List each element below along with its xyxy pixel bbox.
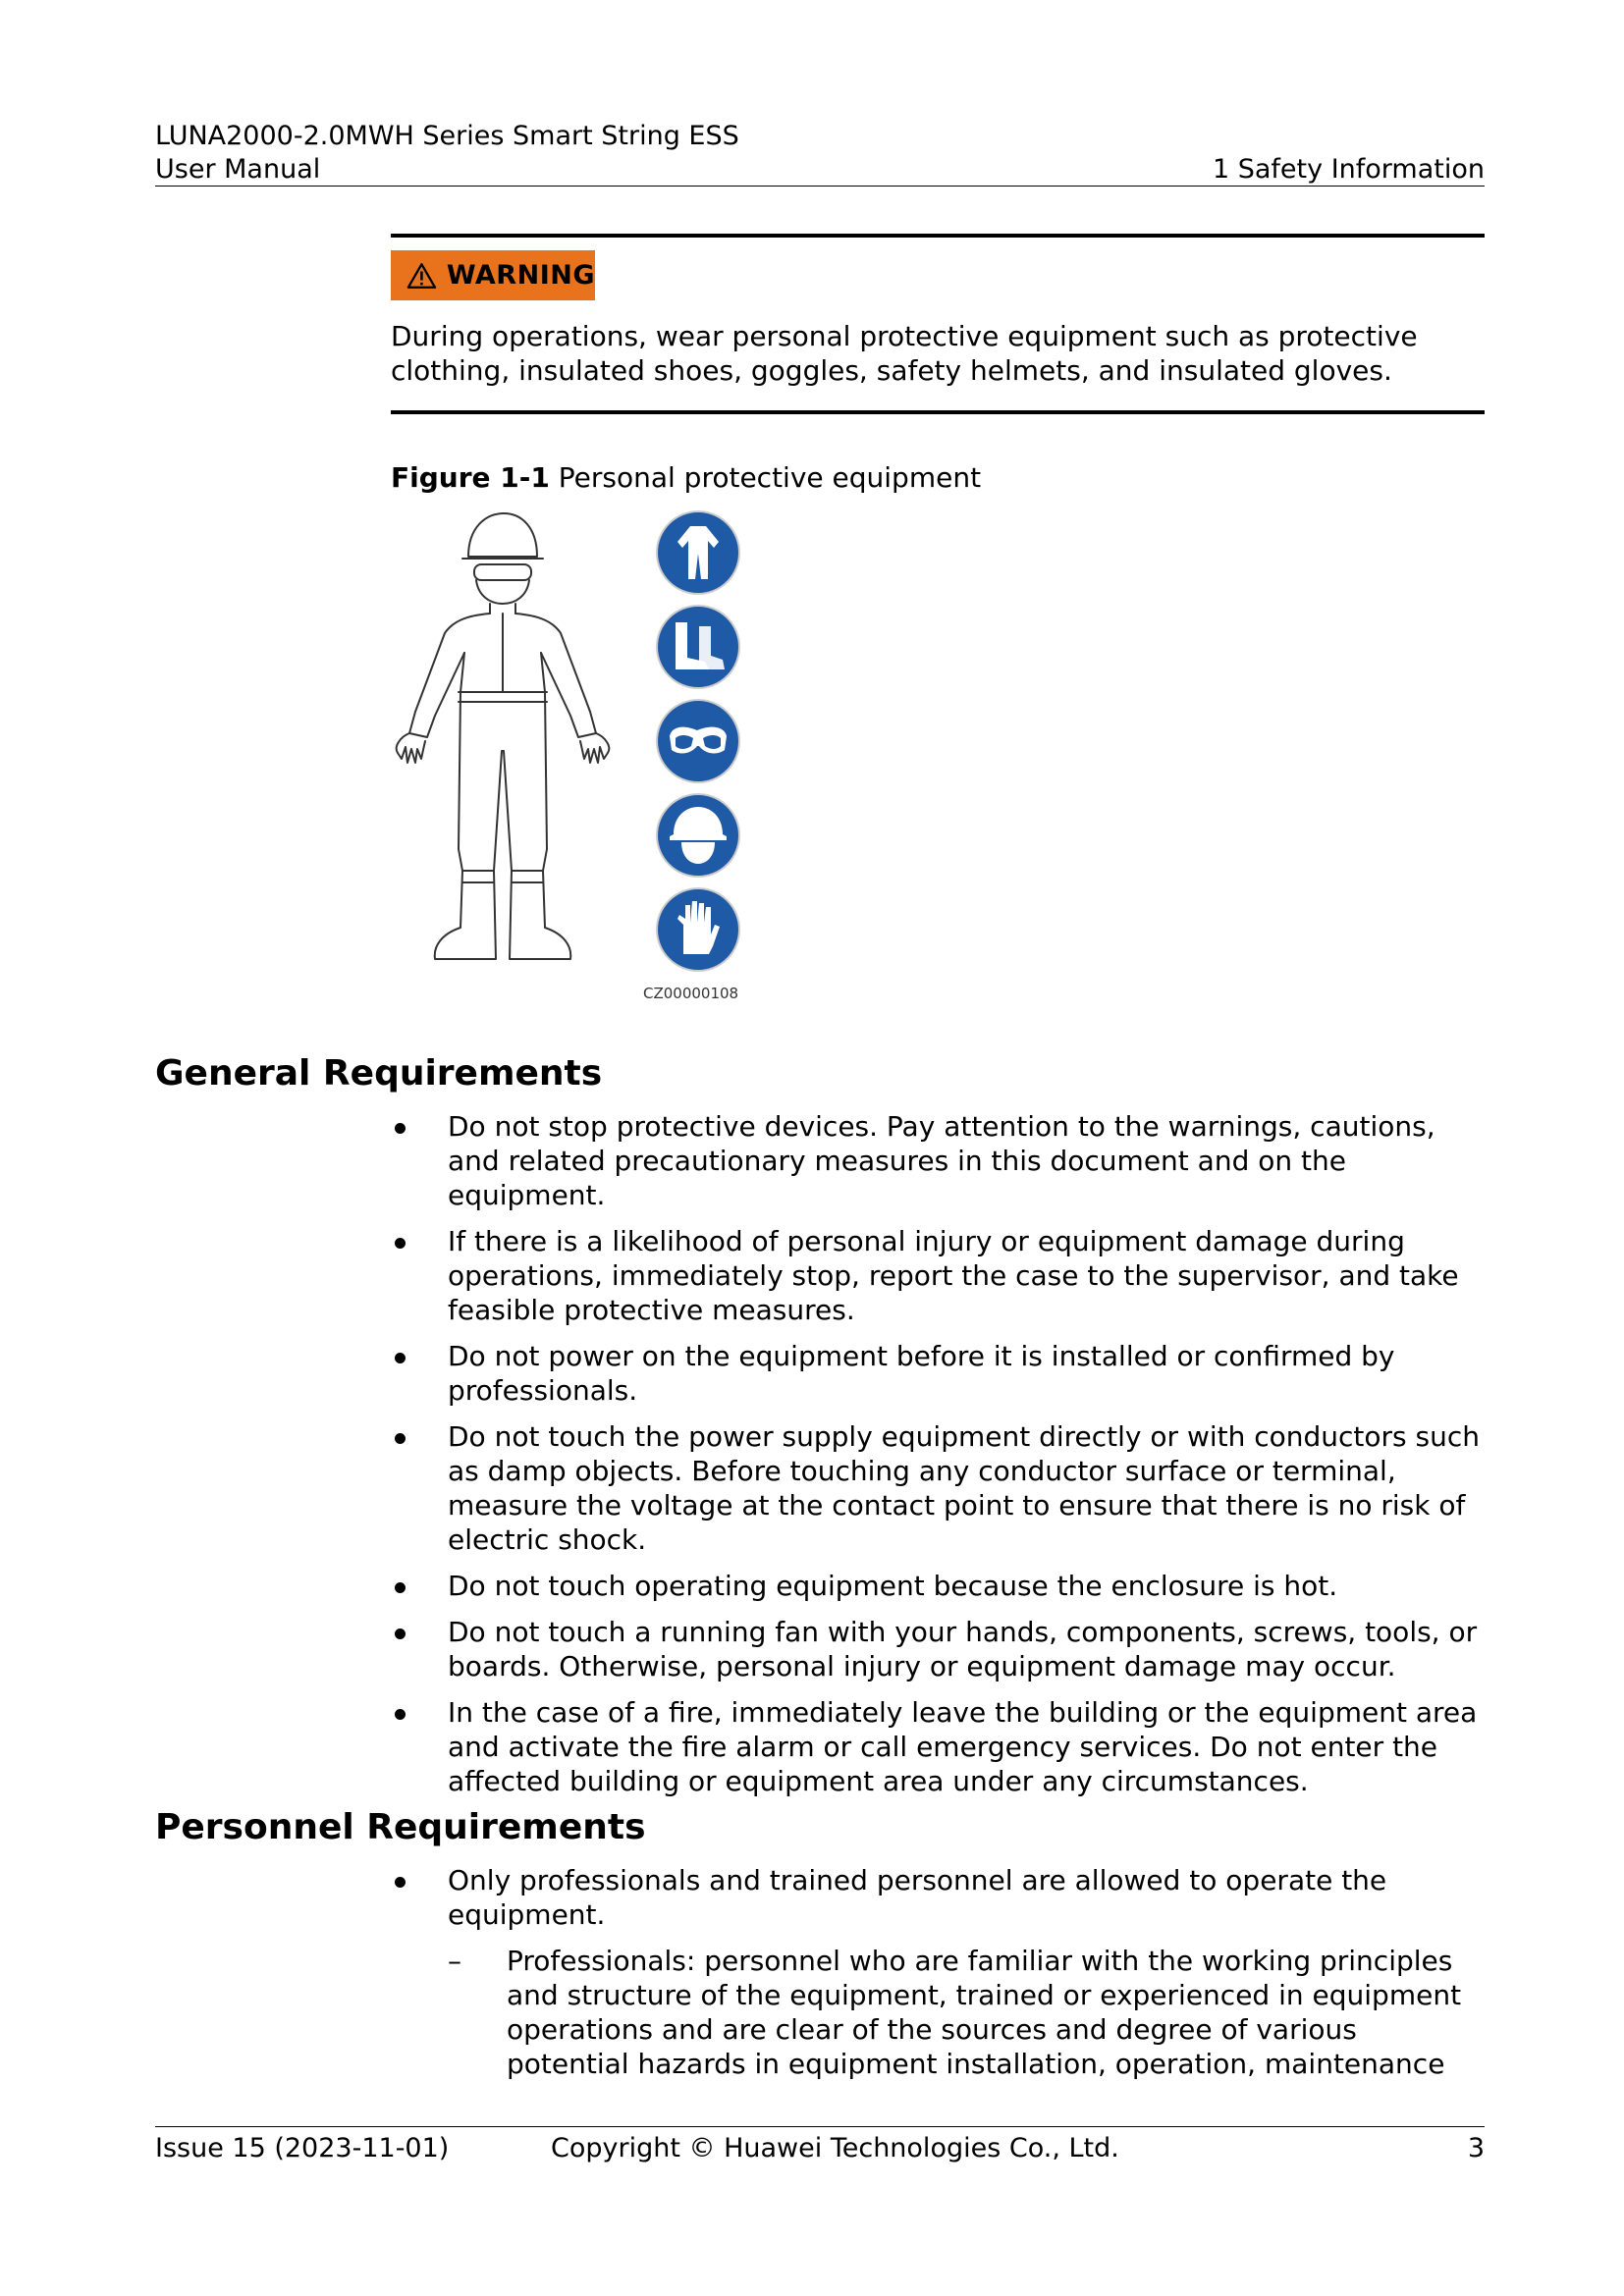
warning-text: During operations, wear personal protective equipment such as protective clothing, insulated shoes, goggles, safety helmets, and insulated gloves. bbox=[391, 320, 1418, 387]
personnel-requirements-list bbox=[391, 1863, 1483, 2093]
footer-issue: Issue 15 (2023-11-01) bbox=[155, 2133, 450, 2163]
header-doc-type: User Manual bbox=[155, 154, 321, 185]
figure-code: CZ00000108 bbox=[643, 985, 739, 1002]
figure-title: Personal protective equipment bbox=[558, 461, 982, 494]
warning-triangle-icon bbox=[406, 261, 437, 291]
goggles-icon bbox=[654, 697, 742, 785]
warning-label: WARNING bbox=[446, 260, 595, 291]
insulated-shoes-icon bbox=[654, 603, 742, 691]
general-requirements-list bbox=[391, 1109, 1483, 1810]
personnel-sub-list bbox=[448, 1944, 1483, 2081]
footer-copyright: Copyright © Huawei Technologies Co., Ltd. bbox=[551, 2133, 1119, 2163]
sub-list-item: – Professionals: personnel who are familiar with the working principles and structure of the equipment, trained or experienced in equipment operations and are clear of the sources and degree of various potential hazards in equipment installation, operation, maintenance bbox=[448, 1944, 1483, 2081]
list-item: In the case of a fire, immediately leave the building or the equipment area and activate the fire alarm or call emergency services. Do not enter the affected building or equipment area under any circumstances. bbox=[391, 1695, 1483, 1798]
insulated-gloves-icon bbox=[654, 885, 742, 974]
warning-top-rule bbox=[391, 234, 1485, 238]
list-item: Do not touch the power supply equipment directly or with conductors such as damp objects. Before touching any conductor surface or terminal, measure the voltage at the contact point to ensure that there is no risk of electric shock. bbox=[391, 1419, 1483, 1557]
list-item: Do not touch a running fan with your hands, components, screws, tools, or boards. Otherwise, personal injury or equipment damage may occur. bbox=[391, 1615, 1483, 1683]
figure-caption bbox=[391, 460, 981, 495]
list-item: If there is a likelihood of personal injury or equipment damage during operations, immediately stop, report the case to the supervisor, and take feasible protective measures. bbox=[391, 1224, 1483, 1327]
header-divider bbox=[155, 186, 1485, 187]
list-item: Do not power on the equipment before it is installed or confirmed by professionals. bbox=[391, 1339, 1483, 1408]
header-chapter: 1 Safety Information bbox=[1212, 154, 1485, 185]
protective-clothing-icon bbox=[654, 508, 742, 597]
figure-number: Figure 1-1 bbox=[391, 461, 550, 494]
personnel-item-text: Only professionals and trained personnel are allowed to operate the equipment. bbox=[448, 1864, 1387, 1931]
list-item bbox=[391, 1863, 1483, 2081]
footer-divider bbox=[155, 2126, 1485, 2127]
list-item: Do not stop protective devices. Pay attention to the warnings, cautions, and related precautionary measures in this document and on the equipment. bbox=[391, 1109, 1483, 1212]
warning-bottom-rule bbox=[391, 410, 1485, 414]
general-requirements-heading: General Requirements bbox=[155, 1053, 603, 1094]
header-product: LUNA2000-2.0MWH Series Smart String ESS bbox=[155, 121, 739, 151]
warning-badge bbox=[391, 250, 595, 300]
ppe-person-illustration bbox=[388, 506, 623, 977]
safety-helmet-icon bbox=[654, 791, 742, 880]
footer-page-number: 3 bbox=[1467, 2133, 1485, 2163]
list-item: Do not touch operating equipment because the enclosure is hot. bbox=[391, 1569, 1483, 1603]
personnel-requirements-heading: Personnel Requirements bbox=[155, 1807, 646, 1847]
